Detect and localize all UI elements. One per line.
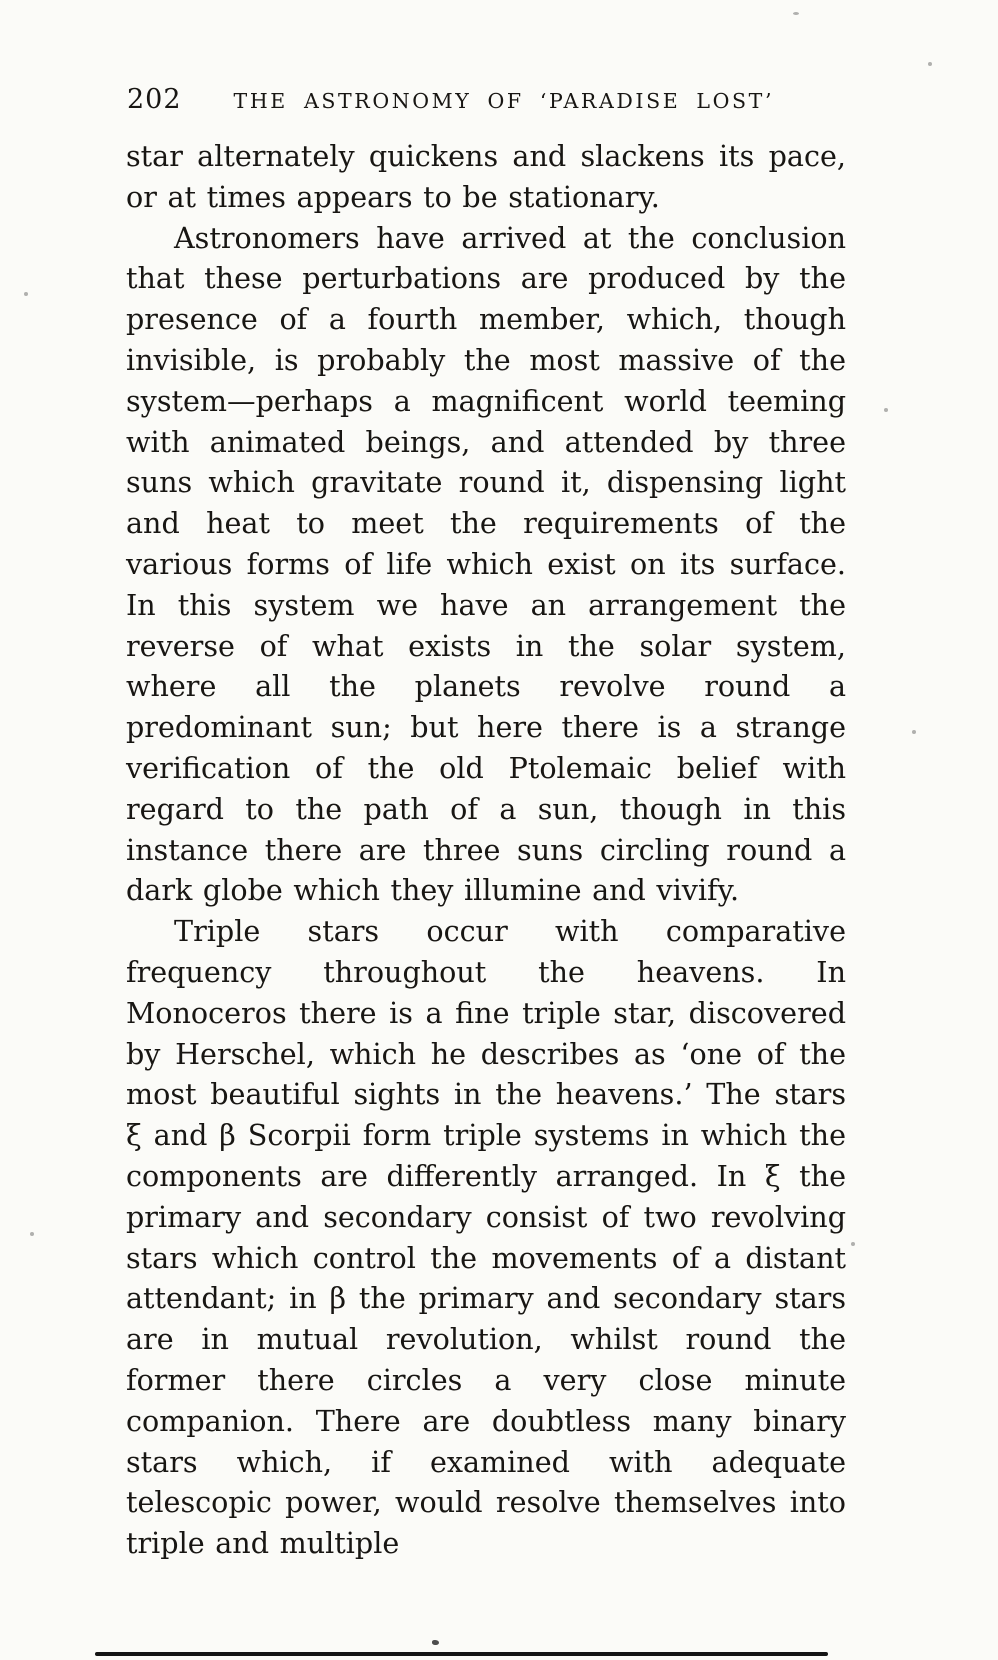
scan-speckle [884, 408, 888, 412]
scan-speckle [432, 1640, 439, 1645]
paragraph-continuation: star alternately quickens and slackens its pace, or at times appears to be stationary. [126, 139, 846, 214]
paragraph: Astronomers have arrived at the conclusion that these perturbations are produced by the presence of a fourth member, which, though invisible, is probably the most massive of the system—perhaps a magnificent world teeming with animated beings, and attended by three suns which gravitate round it, dispensing light and heat to meet the requirements of the various forms of life which exist on its surface. In this system we have an arrangement the reverse of what exists in the solar system, where all the planets revolve round a predominant sun; but here there is a strange verification of the old Ptolemaic belief with regard to the path of a sun, though in this instance there are three suns circling round a dark globe which they illumine and vivify. [126, 220, 846, 908]
page-number: 202 [127, 84, 182, 115]
scan-speckle [793, 12, 799, 15]
scan-speckle [928, 62, 932, 66]
page-header [127, 84, 847, 115]
scan-speckle [30, 1232, 34, 1236]
body-text [126, 136, 846, 1564]
scan-speckle [24, 292, 28, 296]
running-header: THE ASTRONOMY OF ‘PARADISE LOST’ [233, 89, 775, 113]
scan-speckle [912, 730, 916, 734]
page-bottom-rule [95, 1652, 828, 1656]
paragraph: Triple stars occur with comparative frequency throughout the heavens. In Monoceros there is a fine triple star, discovered by Herschel, which he describes as ‘one of the most beautiful sights in the heavens.’ The stars ξ and β Scorpii form triple systems in which the components are differently arranged. In ξ the primary and secondary consist of two revolving stars which control the movements of a distant attendant; in β the primary and secondary stars are in mutual revolution, whilst round the former there circles a very close minute companion. There are doubtless many binary stars which, if examined with adequate telescopic power, would resolve themselves into triple and multiple [126, 914, 846, 1561]
scan-speckle [851, 1242, 855, 1246]
